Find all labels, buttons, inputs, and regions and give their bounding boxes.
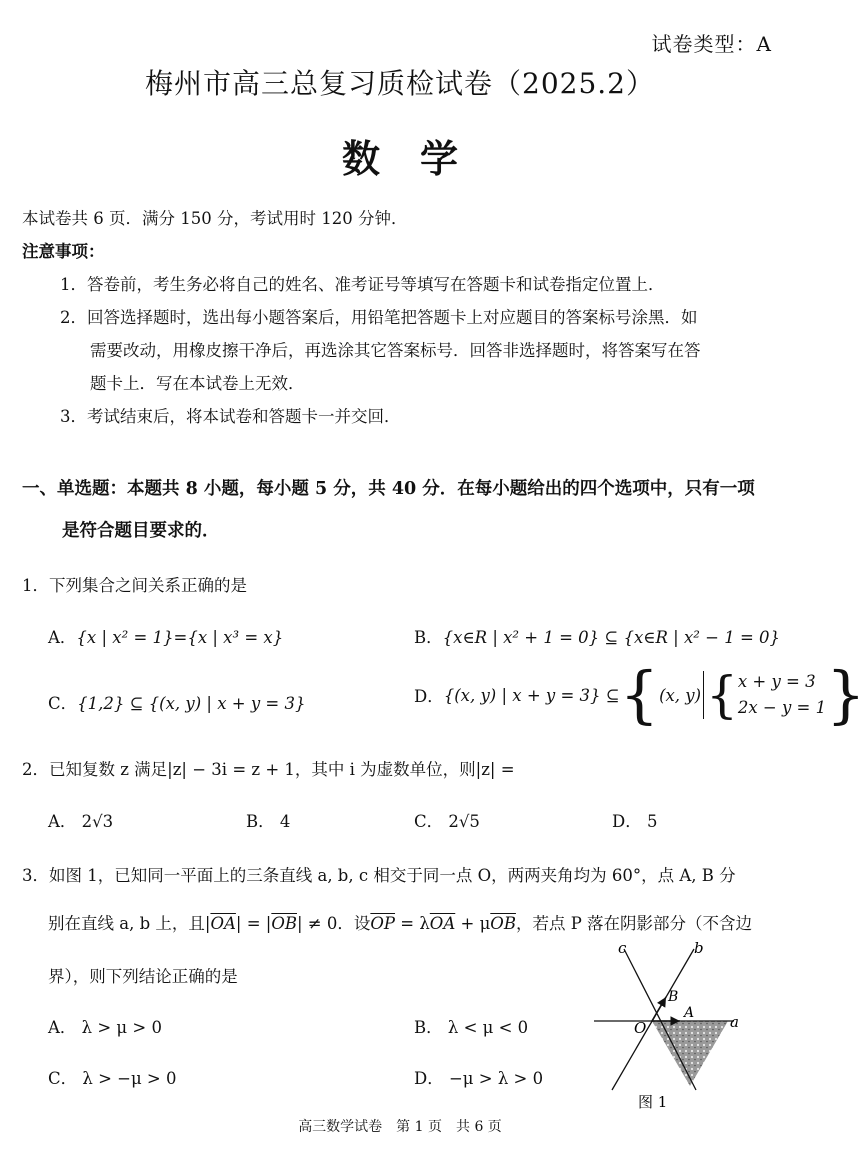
q1-option-a-label: A．: [48, 628, 77, 647]
outer-brace-open: {: [619, 658, 660, 731]
notice-item-1: 1．答卷前，考生务必将自己的姓名、准考证号等填写在答题卡和试卷指定位置上．: [60, 275, 665, 294]
q1-option-a-text: {x | x² = 1}={x | x³ = x}: [76, 628, 284, 647]
q3-line-1: 3．如图 1，已知同一平面上的三条直线 a, b, c 相交于同一点 O，两两夹角均为 60°，点 A, B 分: [22, 866, 736, 885]
shaded-region: [652, 1021, 728, 1086]
figure-1: [588, 935, 788, 1110]
q3-text-4: = λ: [395, 914, 430, 933]
outer-brace-close: }: [826, 658, 866, 731]
q1-option-c-label: C．: [48, 694, 78, 713]
vector-op: $\overline{OP}$: [370, 914, 396, 933]
q1-option-a: [48, 624, 283, 648]
notice-item-2-end: 题卡上．写在本试卷上无效．: [90, 374, 305, 393]
exam-type: 试卷类型：A: [651, 32, 772, 56]
q1-option-d-label: D．: [414, 687, 444, 706]
q3-line-2: [48, 910, 752, 934]
notice-item-2-cont: 需要改动，用橡皮擦干净后，再选涂其它答案标号．回答非选择题时，将答案写在答: [90, 341, 701, 360]
q1-option-d-eq1: x + y = 3: [737, 672, 816, 691]
vector-oa: $\overline{OA}$: [210, 914, 236, 933]
q1-option-d-left: {(x, y) | x + y = 3} ⊆: [443, 685, 620, 705]
intro-text: 本试卷共 6 页．满分 150 分，考试用时 120 分钟．: [22, 209, 408, 228]
q1-option-d: [414, 658, 866, 731]
q1-option-c-text: {1,2} ⊆ {(x, y) | x + y = 3}: [77, 694, 306, 713]
exam-title: 梅州市高三总复习质检试卷（2025.2）: [145, 67, 655, 100]
q2-option-d: D． 5: [612, 812, 658, 831]
q3-option-a: A． λ > μ > 0: [48, 1018, 162, 1037]
notice-item-3: 3．考试结束后，将本试卷和答题卡一并交回．: [60, 407, 401, 426]
subject-title: 数学: [341, 136, 498, 181]
q3-text-3: | ≠ 0．设: [297, 914, 371, 933]
q2-option-b: B． 4: [246, 812, 291, 831]
label-o: O: [634, 1019, 647, 1037]
q3-text-1: 别在直线 a, b 上，且|: [48, 914, 211, 933]
vector-ob-2: $\overline{OB}$: [490, 914, 516, 933]
label-a: a: [730, 1013, 739, 1031]
system-brace: {: [706, 666, 738, 724]
q3-option-d: D． −μ > λ > 0: [414, 1069, 544, 1088]
figure-caption: 图 1: [638, 1093, 668, 1111]
label-b: b: [694, 939, 704, 957]
q1-stem: 1．下列集合之间关系正确的是: [22, 576, 247, 595]
q2-option-a: A． 2√3: [48, 812, 114, 831]
q3-text-5: + μ: [455, 914, 491, 933]
label-a-point: A: [684, 1005, 695, 1021]
notice-heading: 注意事项：: [22, 242, 105, 261]
set-divider: [703, 671, 704, 719]
label-c: c: [618, 939, 627, 957]
q2-stem: 2．已知复数 z 满足|z| − 3i = z + 1，其中 i 为虚数单位，则|z| =: [22, 760, 515, 779]
section-1-heading: 一、单选题：本题共 8 小题，每小题 5 分，共 40 分．在每小题给出的四个选项中，只有一项: [22, 479, 755, 499]
q1-option-b: [414, 624, 780, 648]
q2-option-c: C． 2√5: [414, 812, 480, 831]
q3-option-c: C． λ > −μ > 0: [48, 1069, 177, 1088]
vector-oa-2: $\overline{OA}$: [429, 914, 456, 933]
q3-text-2: | = |: [235, 914, 272, 933]
q3-line-3: 界），则下列结论正确的是: [48, 967, 238, 986]
section-1-heading-cont: 是符合题目要求的．: [62, 521, 220, 541]
q1-option-b-text: {x∈R | x² + 1 = 0} ⊆ {x∈R | x² − 1 = 0}: [442, 628, 781, 647]
equation-system: [738, 669, 826, 721]
page-footer: 高三数学试卷 第 1 页 共 6 页: [298, 1119, 502, 1135]
label-b-point: B: [668, 989, 679, 1005]
q1-option-d-pair: (x, y): [659, 685, 702, 705]
q1-option-c: [48, 690, 305, 714]
q1-option-d-eq2: 2x − y = 1: [737, 698, 827, 717]
q3-text-6: ，若点 P 落在阴影部分（不含边: [515, 914, 753, 933]
q1-option-b-label: B．: [414, 628, 443, 647]
notice-item-2: 2．回答选择题时，选出每小题答案后，用铅笔把答题卡上对应题目的答案标号涂黑．如: [60, 308, 698, 327]
q3-option-b: B． λ < μ < 0: [414, 1018, 529, 1037]
vector-ob: $\overline{OB}$: [271, 914, 297, 933]
